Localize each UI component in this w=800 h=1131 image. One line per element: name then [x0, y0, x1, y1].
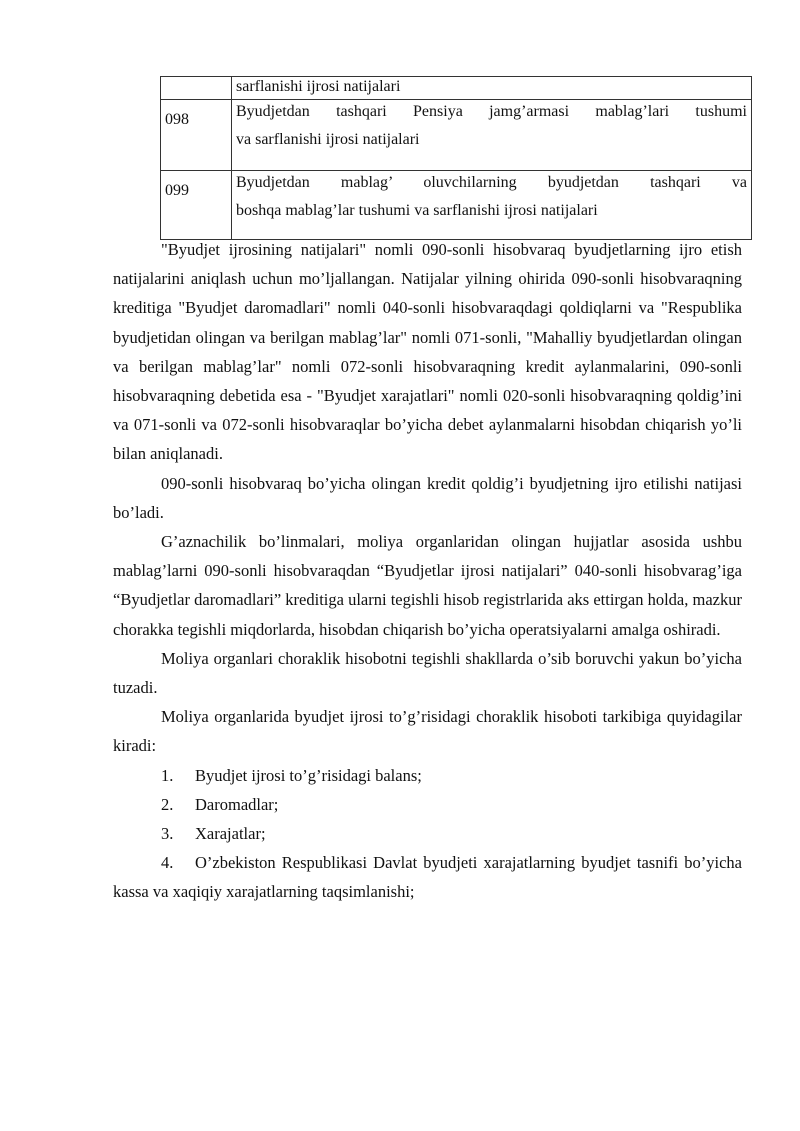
list-number: 4. [161, 853, 174, 873]
list-item [113, 848, 742, 906]
description-line: Byudjetdan tashqari Pensiya jamg’armasi mablag’lari tushumi [236, 103, 747, 120]
list-item [113, 761, 742, 790]
account-description [232, 171, 752, 240]
table-row [161, 171, 752, 240]
list-text: Xarajatlar; [195, 824, 266, 844]
description-line: boshqa mablag’lar tushumi va sarflanishi ijrosi natijalari [236, 202, 598, 219]
table-row [161, 77, 752, 100]
list-number: 1. [161, 765, 174, 785]
paragraph: 090-sonli hisobvaraq bo’yicha olingan kredit qoldig’i byudjetning ijro etilishi natijasi bo’ladi. [113, 473, 742, 522]
paragraph: Moliya organlarida byudjet ijrosi to’g’risidagi choraklik hisoboti tarkibiga quyidagilar kiradi: [113, 707, 742, 756]
account-code [161, 77, 232, 100]
account-code: 099 [161, 171, 232, 240]
document-body [113, 235, 742, 907]
paragraph: "Byudjet ijrosining natijalari" nomli 090-sonli hisobvaraq byudjetlarning ijro etish natijalarini aniqlash uchun mo’ljallangan. Natijalar yilning ohirida 090-sonli hisobvaraqning kreditiga "Byudjet daromadlari" nomli 040-sonli hisobvaraqdagi qoldiqlarni va "Respublika byudjetidan olingan va berilgan mablag’lar" nomli 071-sonli, "Mahalliy byudjetlardan olingan va berilgan mablag’lar" nomli 072-sonli hisobvaraqning kredit aylanmalarini, 090-sonli hisobvaraqning debetida esa - "Byudjet xarajatlari" nomli 020-sonli hisobvaraqning qoldig’ini va 071-sonli va 072-sonli hisobvaraqlar bo’yicha debet aylanmalarni hisobdan chiqarish yo’li bilan aniqlanadi. [113, 240, 742, 464]
description-line: va sarflanishi ijrosi natijalari [236, 131, 420, 148]
list-item [113, 819, 742, 848]
account-description [232, 77, 752, 100]
list-text: Byudjet ijrosi to’g’risidagi balans; [195, 765, 422, 785]
paragraph: Moliya organlari choraklik hisobotni tegishli shakllarda o’sib boruvchi yakun bo’yicha tuzadi. [113, 648, 742, 698]
list-number: 3. [161, 824, 174, 844]
list-item [113, 790, 742, 819]
accounts-table [160, 76, 752, 240]
table-row [161, 100, 752, 171]
description-line: Byudjetdan mablag’ oluvchilarning byudjetdan tashqari va [236, 174, 747, 191]
list-number: 2. [161, 794, 174, 814]
account-code: 098 [161, 100, 232, 171]
list-text: Daromadlar; [195, 794, 279, 814]
list-text: O’zbekiston Respublikasi Davlat byudjeti xarajatlarning byudjet tasnifi bo’yicha kassa va xaqiqiy xarajatlarning taqsimlanishi; [113, 853, 742, 902]
description-line: sarflanishi ijrosi natijalari [236, 78, 401, 95]
paragraph: G’aznachilik bo’linmalari, moliya organlaridan olingan hujjatlar asosida ushbu mablag’larni 090-sonli hisobvaraqdan “Byudjetlar ijrosi natijalari” 040-sonli hisobvarag’iga “Byudjetlar daromadlari” kreditiga ularni tegishli hisob registrlarida aks ettirgan holda, mazkur chorakka tegishli miqdorlarda, hisobdan chiqarish bo’yicha operatsiyalarni amalga oshiradi. [113, 532, 742, 639]
account-description [232, 100, 752, 171]
